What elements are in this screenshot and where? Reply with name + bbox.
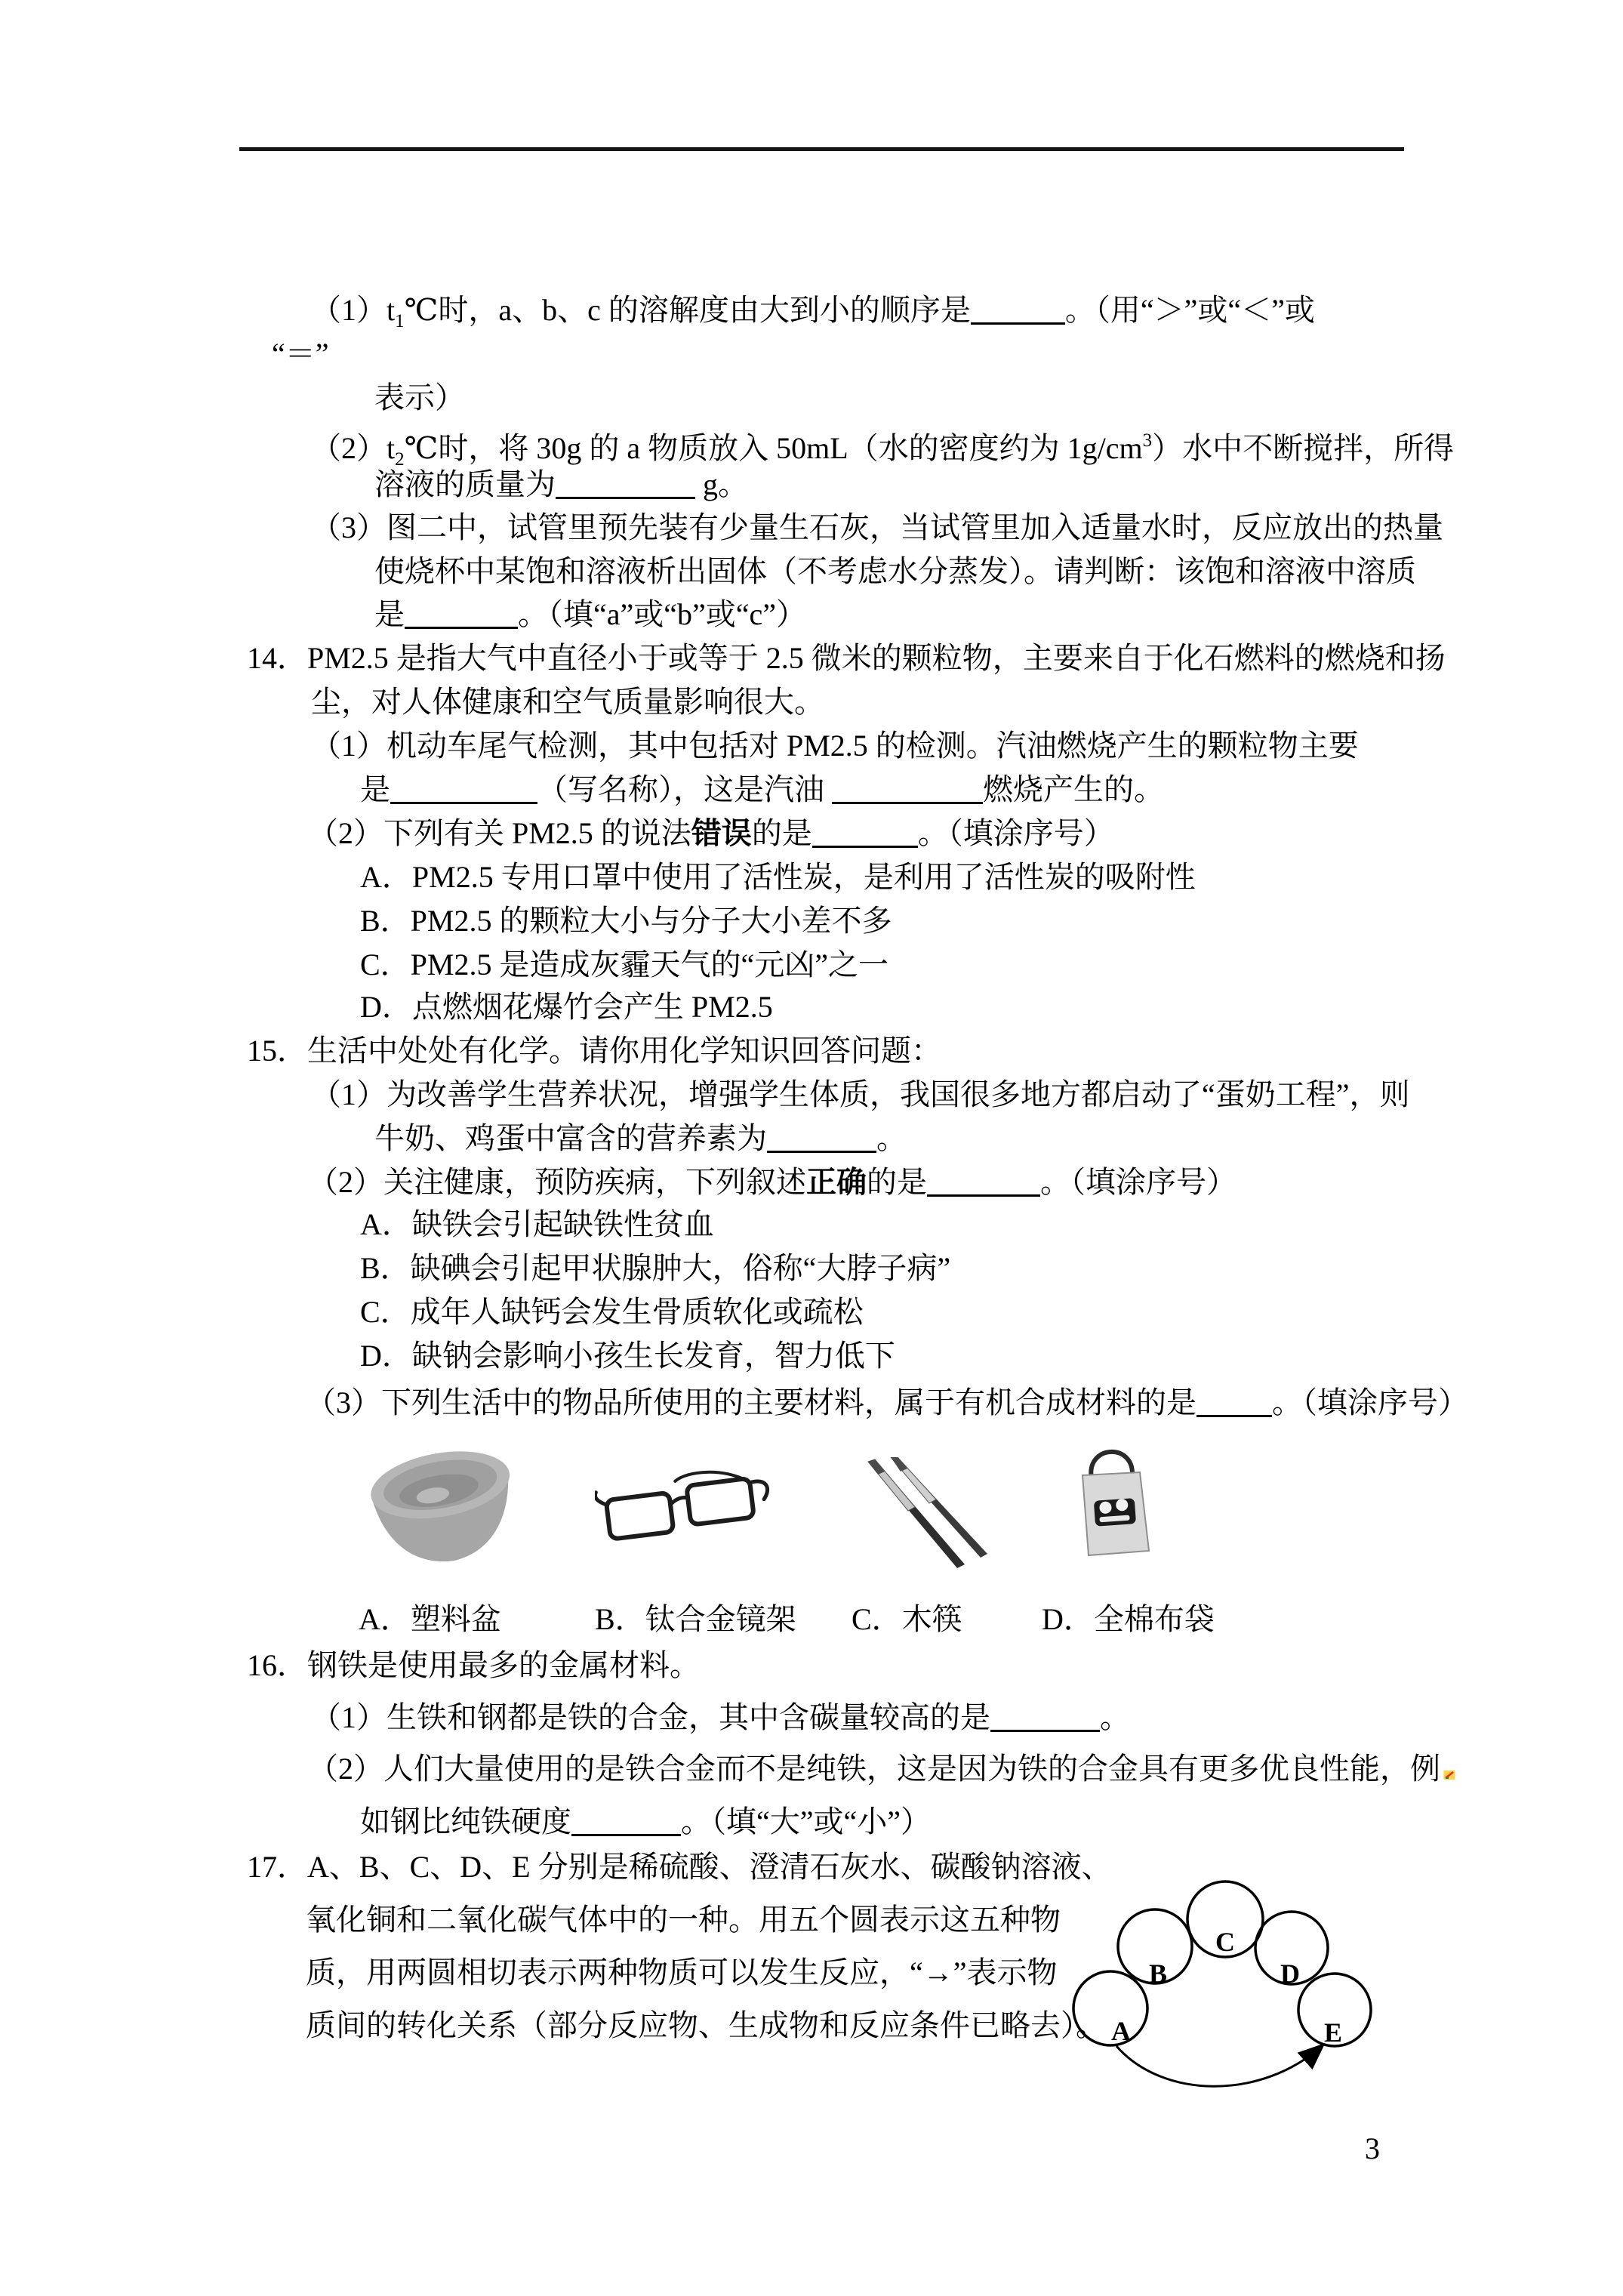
answer-blank: [405, 604, 518, 629]
q15-option-b: [360, 1251, 950, 1286]
q16-part1-text-a: （1）生铁和钢都是铁的合金，其中含碳量较高的是: [311, 1700, 990, 1734]
q13-part3-answer-text-a: 是: [374, 597, 405, 631]
q16-intro-text: 16．钢铁是使用最多的金属材料。: [247, 1648, 700, 1682]
q14-intro-text2: 尘，对人体健康和空气质量影响很大。: [311, 685, 824, 719]
q14-option-a-text: A．PM2.5 专用口罩中使用了活性炭，是利用了活性炭的吸附性: [360, 860, 1196, 894]
q14-part2-line: [308, 816, 1114, 851]
q13-part3-cont-line: [374, 554, 1416, 589]
q16-part2-cont-text-b: 。（填“大”或“小”）: [681, 1804, 932, 1838]
arrow-a-to-e: [1116, 2046, 1322, 2086]
q15-part2-text-b: 的是: [867, 1165, 927, 1199]
q17-line2: [306, 1903, 1061, 1937]
q17-text3: 质，用两圆相切表示两种物质可以发生反应，“→”表示物: [306, 1955, 1058, 1989]
figure-caption-a: A．塑料盆: [359, 1602, 501, 1636]
q15-option-d: [360, 1339, 895, 1373]
q14-intro-line1: [247, 641, 1446, 676]
q17-line3: [306, 1955, 1058, 1990]
q13-part3-line: [311, 510, 1443, 545]
answer-blank: [767, 1128, 876, 1153]
q13-part3-cont-text: 使烧杯中某饱和溶液析出固体（不考虑水分蒸发）。请判断：该饱和溶液中溶质: [374, 554, 1416, 588]
q15-option-a: [360, 1207, 714, 1242]
q16-part1-text-b: 。: [1100, 1700, 1130, 1734]
q15-option-c-text: C．成年人缺钙会发生骨质软化或疏松: [360, 1295, 864, 1329]
q15-part3-text-a: （3）下列生活中的物品所使用的主要材料，属于有机合成材料的是: [306, 1385, 1196, 1419]
superscript-3: 3: [1142, 430, 1153, 451]
q14-part1-answer-text-a: 是: [360, 772, 390, 806]
circle-a-label: A: [1111, 2016, 1131, 2046]
answer-blank: [571, 1811, 681, 1836]
answer-blank: [971, 300, 1065, 325]
page-number: 3: [1365, 2131, 1380, 2165]
circle-a: [1073, 1971, 1147, 2045]
q13-part2-cont-text-b: g。: [695, 467, 748, 501]
q13-part1-line: [311, 293, 1315, 339]
figure-caption-c: C．木筷: [852, 1602, 962, 1636]
q14-option-c: [360, 948, 888, 982]
q14-option-d-text: D．点燃烟花爆竹会产生 PM2.5: [360, 990, 773, 1024]
answer-blank: [1196, 1392, 1272, 1417]
q15-part2-text-a: （2）关注健康，预防疾病，下列叙述: [308, 1165, 806, 1199]
answer-blank: [556, 474, 695, 499]
q16-part2-text: （2）人们大量使用的是铁合金而不是纯铁，这是因为铁的合金具有更多优良性能，例: [308, 1752, 1440, 1786]
q15-part3-line: [306, 1385, 1468, 1420]
q13-part1-text-a: （1）t: [311, 293, 396, 327]
tote-bag-icon: [1063, 1439, 1161, 1558]
q16-part1-line: [311, 1700, 1130, 1735]
q14-part1-answer-text-c: 燃烧产生的。: [983, 772, 1164, 806]
chopsticks-image: [852, 1457, 999, 1570]
q16-part2-cont-line: [360, 1804, 931, 1839]
q17-circles-diagram: [1057, 1872, 1389, 2114]
header-rule: [239, 147, 1404, 151]
q15-part1-answer-text-b: 。: [876, 1121, 907, 1155]
circle-e-label: E: [1324, 2017, 1343, 2048]
q14-option-b: [360, 904, 892, 938]
subscript-2: 2: [395, 449, 405, 470]
answer-blank: [990, 1707, 1100, 1732]
q15-intro-line: [247, 1034, 941, 1068]
basin-icon: [362, 1447, 528, 1566]
figure-caption-b: B．钛合金镜架: [595, 1602, 796, 1636]
glasses-icon: [595, 1463, 781, 1543]
q14-intro-line2: [311, 685, 824, 720]
q13-equals-text: “＝”: [272, 337, 329, 371]
q15-bold-correct: 正确: [806, 1165, 867, 1199]
q14-part1-line: [311, 729, 1359, 763]
q13-part3-answer-text-b: 。（填“a”或“b”或“c”）: [518, 597, 807, 631]
q14-part2-text-a: （2）下列有关 PM2.5 的说法: [308, 816, 691, 850]
answer-blank: [832, 779, 983, 804]
q13-part1-text-c: 。（用“＞”或“＜”或: [1064, 293, 1315, 327]
circle-b-label: B: [1149, 1959, 1168, 1989]
q15-part1-answer-text-a: 牛奶、鸡蛋中富含的营养素为: [374, 1121, 767, 1155]
q16-intro-line: [247, 1648, 700, 1683]
q13-part2-cont-text: 溶液的质量为: [374, 467, 556, 501]
q15-part3-text-b: 。（填涂序号）: [1272, 1385, 1468, 1419]
q13-part2-text-c: ）水中不断搅拌，所得: [1152, 431, 1455, 465]
q15-part2-line: [308, 1165, 1236, 1200]
q14-option-a: [360, 860, 1196, 895]
chopsticks-icon: [852, 1457, 999, 1570]
q13-part1-text-b: ℃时，a、b、c 的溶解度由大到小的顺序是: [404, 293, 971, 327]
figure-caption-d: D．全棉布袋: [1042, 1602, 1215, 1636]
q13-part1-cont-line: [374, 381, 465, 415]
subscript-1: 1: [395, 311, 405, 331]
q15-intro-text: 15．生活中处处有化学。请你用化学知识回答问题：: [247, 1034, 941, 1068]
q16-part2-cont-text-a: 如钢比纯铁硬度: [360, 1804, 571, 1838]
q14-option-d: [360, 990, 773, 1025]
glasses-image: [595, 1463, 781, 1543]
q17-text1: 17．A、B、C、D、E 分别是稀硫酸、澄清石灰水、碳酸钠溶液、: [247, 1850, 1112, 1884]
circle-d-label: D: [1280, 1959, 1300, 1989]
answer-blank: [390, 779, 537, 804]
q13-part2-cont-line: [374, 467, 748, 502]
q15-option-d-text: D．缺钠会影响小孩生长发育，智力低下: [360, 1339, 895, 1373]
q15-part1-line: [311, 1077, 1410, 1112]
answer-blank: [812, 823, 918, 848]
q17-line4: [306, 2008, 1106, 2043]
q14-part1-answer-line: [360, 772, 1164, 807]
q13-part1-equals-line: [272, 337, 329, 371]
q14-part2-text-b: 的是: [751, 816, 812, 850]
q14-intro-text1: 14．PM2.5 是指大气中直径小于或等于 2.5 微米的颗粒物，主要来自于化石燃料的燃烧和扬: [247, 641, 1446, 675]
q14-part1-answer-text-b: （写名称），这是汽油: [537, 772, 832, 806]
q15-part1-text: （1）为改善学生营养状况，增强学生体质，我国很多地方都启动了“蛋奶工程”，则: [311, 1077, 1410, 1111]
circles-diagram-svg: [1057, 1872, 1389, 2114]
q13-part3-text: （3）图二中，试管里预先装有少量生石灰，当试管里加入适量水时，反应放出的热量: [311, 510, 1443, 544]
q13-part2-text-b: ℃时，将 30g 的 a 物质放入 50mL（水的密度约为 1g/cm: [404, 431, 1143, 465]
q17-text2: 氧化铜和二氧化碳气体中的一种。用五个圆表示这五种物: [306, 1903, 1061, 1937]
tote-bag-image: [1063, 1439, 1161, 1558]
plastic-basin-image: [362, 1447, 528, 1566]
q17-line1: [247, 1850, 1112, 1885]
q15-part2-text-c: 。（填涂序号）: [1040, 1165, 1236, 1199]
edit-marker-icon: [1443, 1770, 1455, 1780]
answer-blank: [927, 1172, 1040, 1197]
q17-text4: 质间的转化关系（部分反应物、生成物和反应条件已略去）。: [306, 2008, 1106, 2042]
q15-option-a-text: A．缺铁会引起缺铁性贫血: [360, 1207, 714, 1241]
q13-cont-text: 表示）: [374, 381, 465, 415]
q14-bold-wrong: 错误: [691, 816, 752, 850]
q14-part2-text-c: 。（填涂序号）: [917, 816, 1114, 850]
q13-part3-answer-line: [374, 597, 806, 632]
q14-option-b-text: B．PM2.5 的颗粒大小与分子大小差不多: [360, 904, 892, 938]
q14-option-c-text: C．PM2.5 是造成灰霾天气的“元凶”之一: [360, 948, 888, 982]
q15-option-c: [360, 1295, 864, 1330]
q13-part2-text-a: （2）t: [311, 431, 396, 465]
circle-c-label: C: [1215, 1927, 1235, 1957]
q16-part2-line: [308, 1752, 1455, 1786]
q15-part1-answer-line: [374, 1121, 907, 1156]
q14-part1-text: （1）机动车尾气检测，其中包括对 PM2.5 的检测。汽油燃烧产生的颗粒物主要: [311, 729, 1359, 763]
q15-option-b-text: B．缺碘会引起甲状腺肿大，俗称“大脖子病”: [360, 1251, 951, 1285]
